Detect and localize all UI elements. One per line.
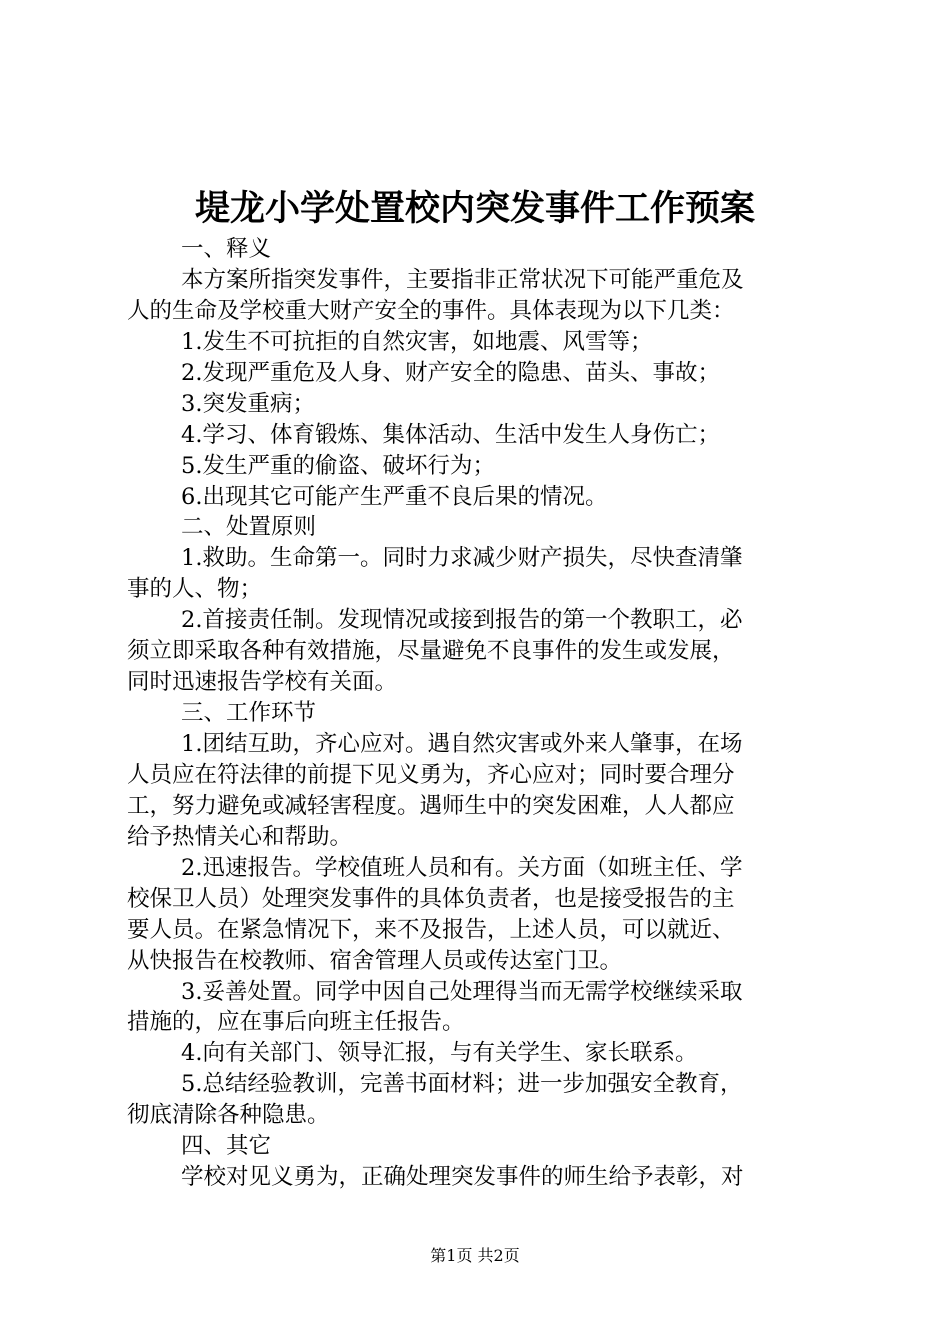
text-line: 1.发生不可抗拒的自然灾害，如地震、风雪等； xyxy=(181,328,653,355)
text-line: 2.首接责任制。发现情况或接到报告的第一个教职工，必 xyxy=(181,607,743,634)
text-line: 人员应在符法律的前提下见义勇为，齐心应对；同时要合理分 xyxy=(127,761,735,788)
text-line: 从快报告在校教师、宿舍管理人员或传达室门卫。 xyxy=(127,947,623,974)
text-line: 二、处置原则 xyxy=(181,514,317,541)
text-line: 须立即采取各种有效措施，尽量避免不良事件的发生或发展， xyxy=(127,638,735,665)
text-line: 同时迅速报告学校有关面。 xyxy=(127,669,398,696)
text-line: 1.团结互助，齐心应对。遇自然灾害或外来人肇事，在场 xyxy=(181,731,743,757)
document-title: 堤龙小学处置校内突发事件工作预案 xyxy=(194,188,755,229)
text-line: 彻底清除各种隐患。 xyxy=(127,1102,330,1129)
text-line: 措施的，应在事后向班主任报告。 xyxy=(127,1009,465,1036)
text-line: 校保卫人员）处理突发事件的具体负责者，也是接受报告的主 xyxy=(127,885,735,912)
text-line: 3.妥善处置。同学中因自己处理得当而无需学校继续采取 xyxy=(181,978,743,1005)
text-line: 1.救助。生命第一。同时力求减少财产损失，尽快查清肇 xyxy=(181,545,743,572)
text-line: 2.迅速报告。学校值班人员和有。关方面（如班主任、学 xyxy=(181,854,743,881)
text-line: 2.发现严重危及人身、财产安全的隐患、苗头、事故； xyxy=(181,359,720,386)
text-line: 5.总结经验教训，完善书面材料；进一步加强安全教育， xyxy=(181,1071,743,1098)
text-line: 学校对见义勇为，正确处理突发事件的师生给予表彰，对 xyxy=(181,1164,744,1191)
text-line: 四、其它 xyxy=(181,1133,272,1160)
text-line: 4.向有关部门、领导汇报，与有关学生、家长联系。 xyxy=(181,1040,698,1067)
text-line: 6.出现其它可能产生严重不良后果的情况。 xyxy=(181,483,608,510)
text-line: 本方案所指突发事件，主要指非正常状况下可能严重危及 xyxy=(181,266,744,293)
document-body xyxy=(127,234,833,1193)
text-line: 一、释义 xyxy=(181,236,272,262)
text-line: 给予热情关心和帮助。 xyxy=(127,823,353,850)
text-line: 三、工作环节 xyxy=(181,700,317,727)
text-line: 人的生命及学校重大财产安全的事件。具体表现为以下几类： xyxy=(127,297,735,324)
page-footer: 第1页 共2页 xyxy=(430,1246,520,1265)
text-line: 要人员。在紧急情况下，来不及报告，上述人员，可以就近、 xyxy=(127,916,735,943)
text-line: 5.发生严重的偷盗、破坏行为； xyxy=(181,452,495,479)
text-line: 工，努力避免或减轻害程度。遇师生中的突发困难，人人都应 xyxy=(127,792,735,819)
text-line: 事的人、物； xyxy=(127,576,263,603)
text-line: 3.突发重病； xyxy=(181,390,315,417)
text-line: 4.学习、体育锻炼、集体活动、生活中发生人身伤亡； xyxy=(181,421,720,448)
